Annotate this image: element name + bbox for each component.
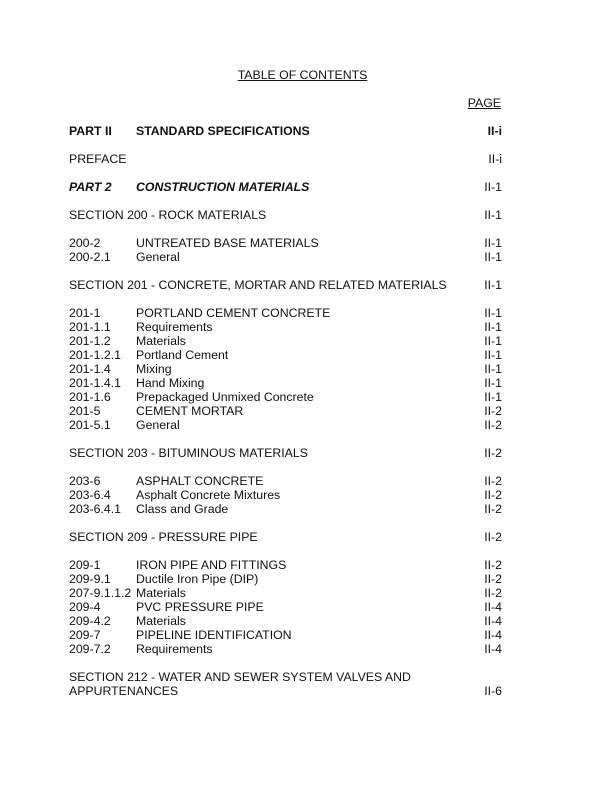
toc-entry-number: 200-2.1	[69, 250, 111, 264]
toc-page-number: II-2	[484, 488, 502, 502]
toc-section-title: SECTION 200 - ROCK MATERIALS	[69, 208, 267, 222]
toc-entry-row[interactable]	[69, 348, 502, 362]
toc-section-title: SECTION 209 - PRESSURE PIPE	[69, 530, 258, 544]
toc-entry-title: ASPHALT CONCRETE	[136, 474, 264, 488]
toc-section-title-line2: APPURTENANCES	[69, 684, 179, 698]
toc-page-number: II-4	[484, 642, 502, 656]
toc-entry-number: 201-1.4.1	[69, 376, 121, 390]
toc-entry-number: 201-1.2.1	[69, 348, 121, 362]
toc-entry-title: Hand Mixing	[136, 376, 205, 390]
toc-entry-row[interactable]	[69, 628, 502, 642]
toc-entry-number: 209-7	[69, 628, 101, 642]
toc-entry-row[interactable]	[69, 488, 502, 502]
toc-page-number: II-1	[484, 236, 502, 250]
toc-entry-title: Class and Grade	[136, 502, 229, 516]
toc-list	[69, 124, 502, 698]
toc-entry-number: 209-4	[69, 600, 101, 614]
toc-part-row[interactable]	[69, 124, 502, 138]
toc-page-number: II-i	[488, 152, 502, 166]
toc-entry-number: 209-7.2	[69, 642, 111, 656]
toc-page-number: II-1	[484, 180, 502, 194]
toc-page-number: II-6	[484, 684, 502, 698]
toc-entry-row[interactable]	[69, 586, 502, 600]
toc-page-number: II-1	[484, 362, 502, 376]
toc-entry-row[interactable]	[69, 334, 502, 348]
toc-title: TABLE OF CONTENTS	[237, 68, 368, 82]
toc-entry-title: UNTREATED BASE MATERIALS	[136, 236, 319, 250]
toc-entry-title: PIPELINE IDENTIFICATION	[136, 628, 292, 642]
toc-entry-title: Materials	[136, 334, 186, 348]
toc-entry-title: PVC PRESSURE PIPE	[136, 600, 264, 614]
toc-section-row[interactable]	[69, 530, 502, 544]
toc-entry-number: 201-1.6	[69, 390, 111, 404]
toc-section-row[interactable]	[69, 446, 502, 460]
toc-page-number: II-1	[484, 376, 502, 390]
toc-entry-row[interactable]	[69, 390, 502, 404]
toc-entry-row[interactable]	[69, 250, 502, 264]
toc-entry-title: Asphalt Concrete Mixtures	[136, 488, 281, 502]
toc-page-number: II-2	[484, 446, 502, 460]
toc-section-row[interactable]	[69, 208, 502, 222]
toc-entry-number: 209-9.1	[69, 572, 111, 586]
page-column-header: PAGE	[467, 96, 501, 110]
toc-section-title-line1: SECTION 212 - WATER AND SEWER SYSTEM VALVES AND	[69, 670, 411, 684]
toc-entry-title: Mixing	[136, 362, 172, 376]
toc-entry-number: 203-6.4.1	[69, 502, 121, 516]
toc-entry-title: Requirements	[136, 320, 213, 334]
toc-entry-number: 209-4.2	[69, 614, 111, 628]
toc-entry-number: 201-5.1	[69, 418, 111, 432]
toc-page-number: II-2	[484, 502, 502, 516]
toc-entry-row[interactable]	[69, 320, 502, 334]
toc-entry-row[interactable]	[69, 418, 502, 432]
toc-page-number: II-2	[484, 404, 502, 418]
toc-entry-row[interactable]	[69, 362, 502, 376]
toc-entry-number: 201-1.1	[69, 320, 111, 334]
toc-entry-title: General	[136, 418, 180, 432]
toc-entry-number: 209-1	[69, 558, 101, 572]
toc-section-title: SECTION 201 - CONCRETE, MORTAR AND RELATED MATERIALS	[69, 278, 447, 292]
toc-entry-number: 207-9.1.1.2	[69, 586, 132, 600]
toc-page-number: II-1	[484, 250, 502, 264]
toc-page-number: II-i	[487, 124, 502, 138]
toc-page-number: II-4	[484, 600, 502, 614]
toc-page-number: II-2	[484, 530, 502, 544]
toc-entry-title: Prepackaged Unmixed Concrete	[136, 390, 314, 404]
toc-entry-title: Materials	[136, 614, 186, 628]
toc-page-number: II-2	[484, 586, 502, 600]
toc-page-number: II-1	[484, 208, 502, 222]
toc-section-title: SECTION 203 - BITUMINOUS MATERIALS	[69, 446, 308, 460]
toc-entry-row[interactable]	[69, 376, 502, 390]
toc-entry-title: PORTLAND CEMENT CONCRETE	[136, 306, 331, 320]
toc-entry-number: 201-1.2	[69, 334, 111, 348]
toc-entry-row[interactable]	[69, 642, 502, 656]
toc-page-number: II-1	[484, 320, 502, 334]
toc-entry-number: 203-6	[69, 474, 101, 488]
toc-entry-title: IRON PIPE AND FITTINGS	[136, 558, 287, 572]
toc-part-row[interactable]	[69, 180, 502, 194]
toc-section-row-cont[interactable]	[69, 684, 502, 698]
toc-preface-row[interactable]	[69, 152, 502, 166]
toc-entry-row[interactable]	[69, 474, 502, 488]
toc-entry-title: Requirements	[136, 642, 213, 656]
toc-entry-title: CEMENT MORTAR	[136, 404, 244, 418]
toc-entry-number: 201-5	[69, 404, 101, 418]
toc-page-number: II-4	[484, 614, 502, 628]
toc-page-number: II-1	[484, 334, 502, 348]
toc-page-number: II-4	[484, 628, 502, 642]
toc-entry-row[interactable]	[69, 614, 502, 628]
toc-entry-row[interactable]	[69, 558, 502, 572]
toc-part-number: PART 2	[69, 180, 112, 194]
toc-section-row[interactable]	[69, 278, 502, 292]
toc-entry-row[interactable]	[69, 236, 502, 250]
toc-entry-title: Portland Cement	[136, 348, 229, 362]
toc-entry-row[interactable]	[69, 600, 502, 614]
toc-entry-row[interactable]	[69, 404, 502, 418]
toc-page-number: II-2	[484, 558, 502, 572]
toc-part-title: CONSTRUCTION MATERIALS	[136, 180, 310, 194]
toc-page-number: II-1	[484, 348, 502, 362]
toc-part-title: STANDARD SPECIFICATIONS	[136, 124, 310, 138]
toc-entry-title: General	[136, 250, 180, 264]
toc-entry-row[interactable]	[69, 502, 502, 516]
toc-page-number: II-2	[484, 474, 502, 488]
toc-entry-number: 203-6.4	[69, 488, 111, 502]
toc-page-number: II-2	[484, 572, 502, 586]
toc-page-number: II-1	[484, 390, 502, 404]
toc-entry-title: Ductile Iron Pipe (DIP)	[136, 572, 259, 586]
toc-page-number: II-1	[484, 306, 502, 320]
toc-page-number: II-1	[484, 278, 502, 292]
toc-entry-number: 200-2	[69, 236, 101, 250]
toc-preface-title: PREFACE	[69, 152, 127, 166]
toc-section-row[interactable]	[69, 670, 502, 684]
toc-entry-number: 201-1	[69, 306, 101, 320]
toc-entry-row[interactable]	[69, 572, 502, 586]
toc-entry-row[interactable]	[69, 306, 502, 320]
toc-page-number: II-2	[484, 418, 502, 432]
toc-entry-title: Materials	[136, 586, 186, 600]
toc-part-number: PART II	[69, 124, 112, 138]
toc-entry-number: 201-1.4	[69, 362, 111, 376]
